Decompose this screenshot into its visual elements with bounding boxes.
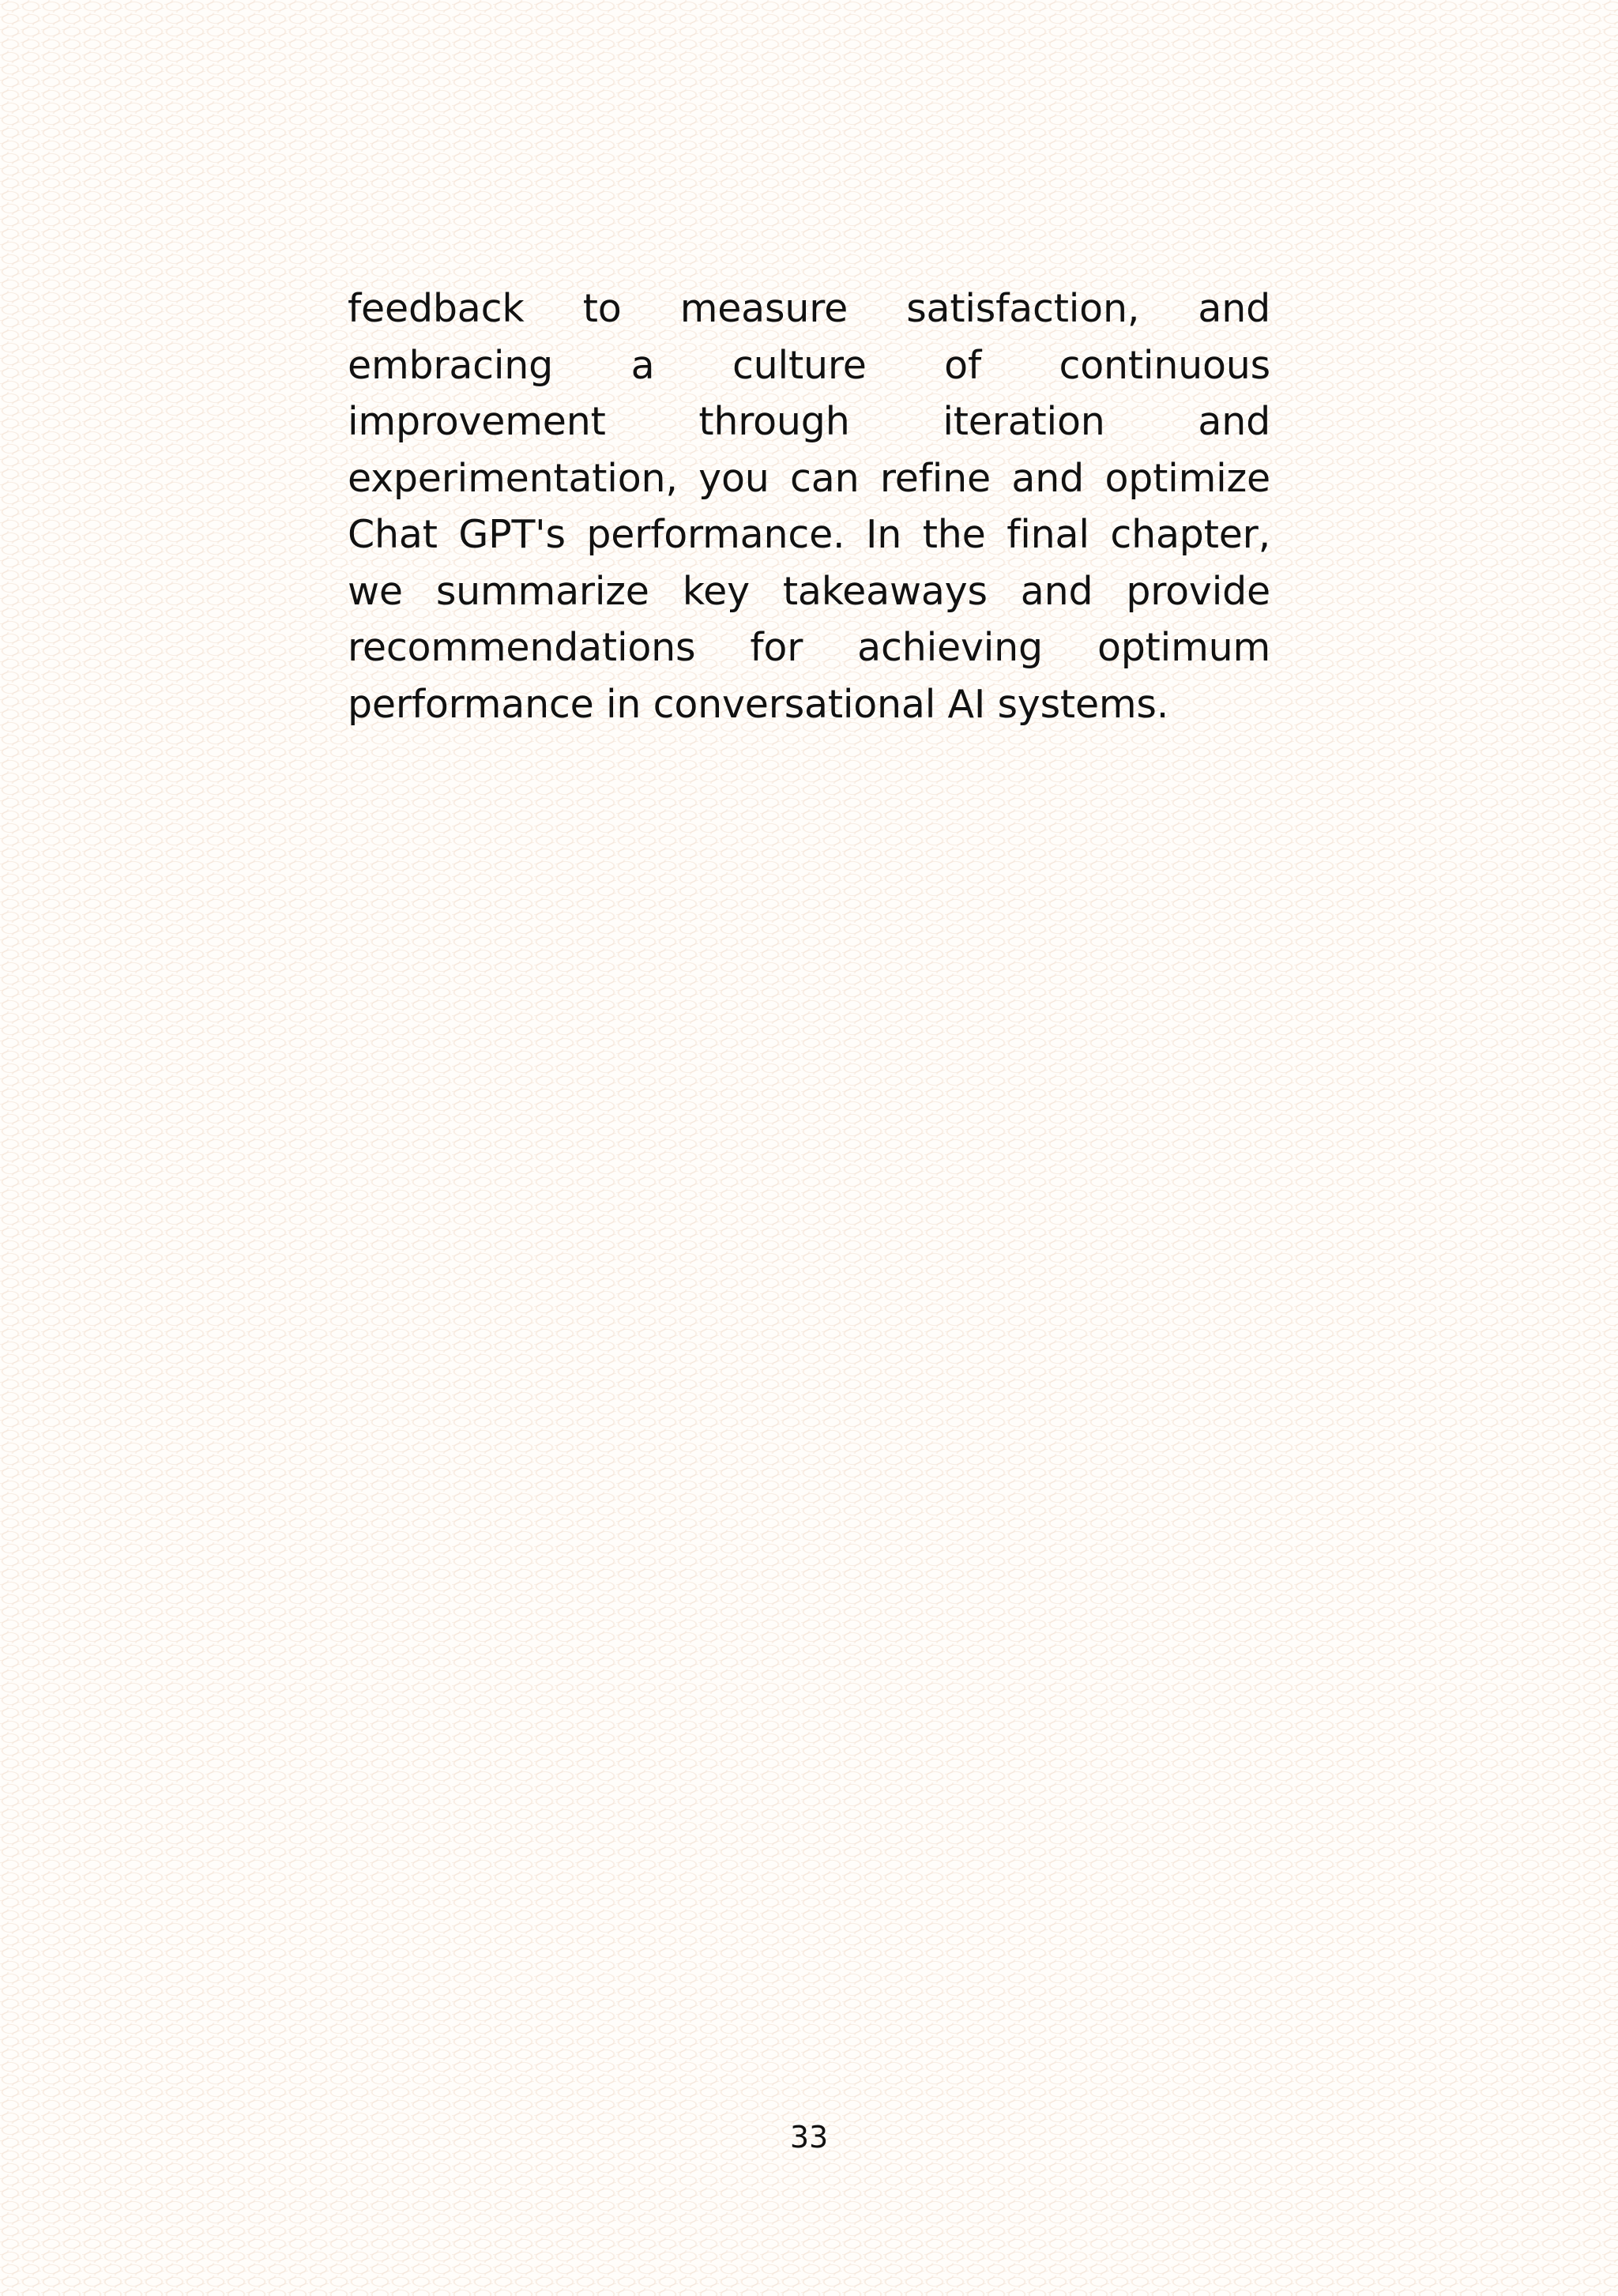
page-number: 33 — [789, 2120, 829, 2155]
body-paragraph: feedback to measure satisfaction, and embracing a culture of continuous improvement through iteration and experimentation, you can refine and optimize Chat GPT's performance. In the final chapter, we summarize key takeaways and provide recommendations for achieving optimum performance in conversational AI systems. — [348, 286, 1270, 727]
